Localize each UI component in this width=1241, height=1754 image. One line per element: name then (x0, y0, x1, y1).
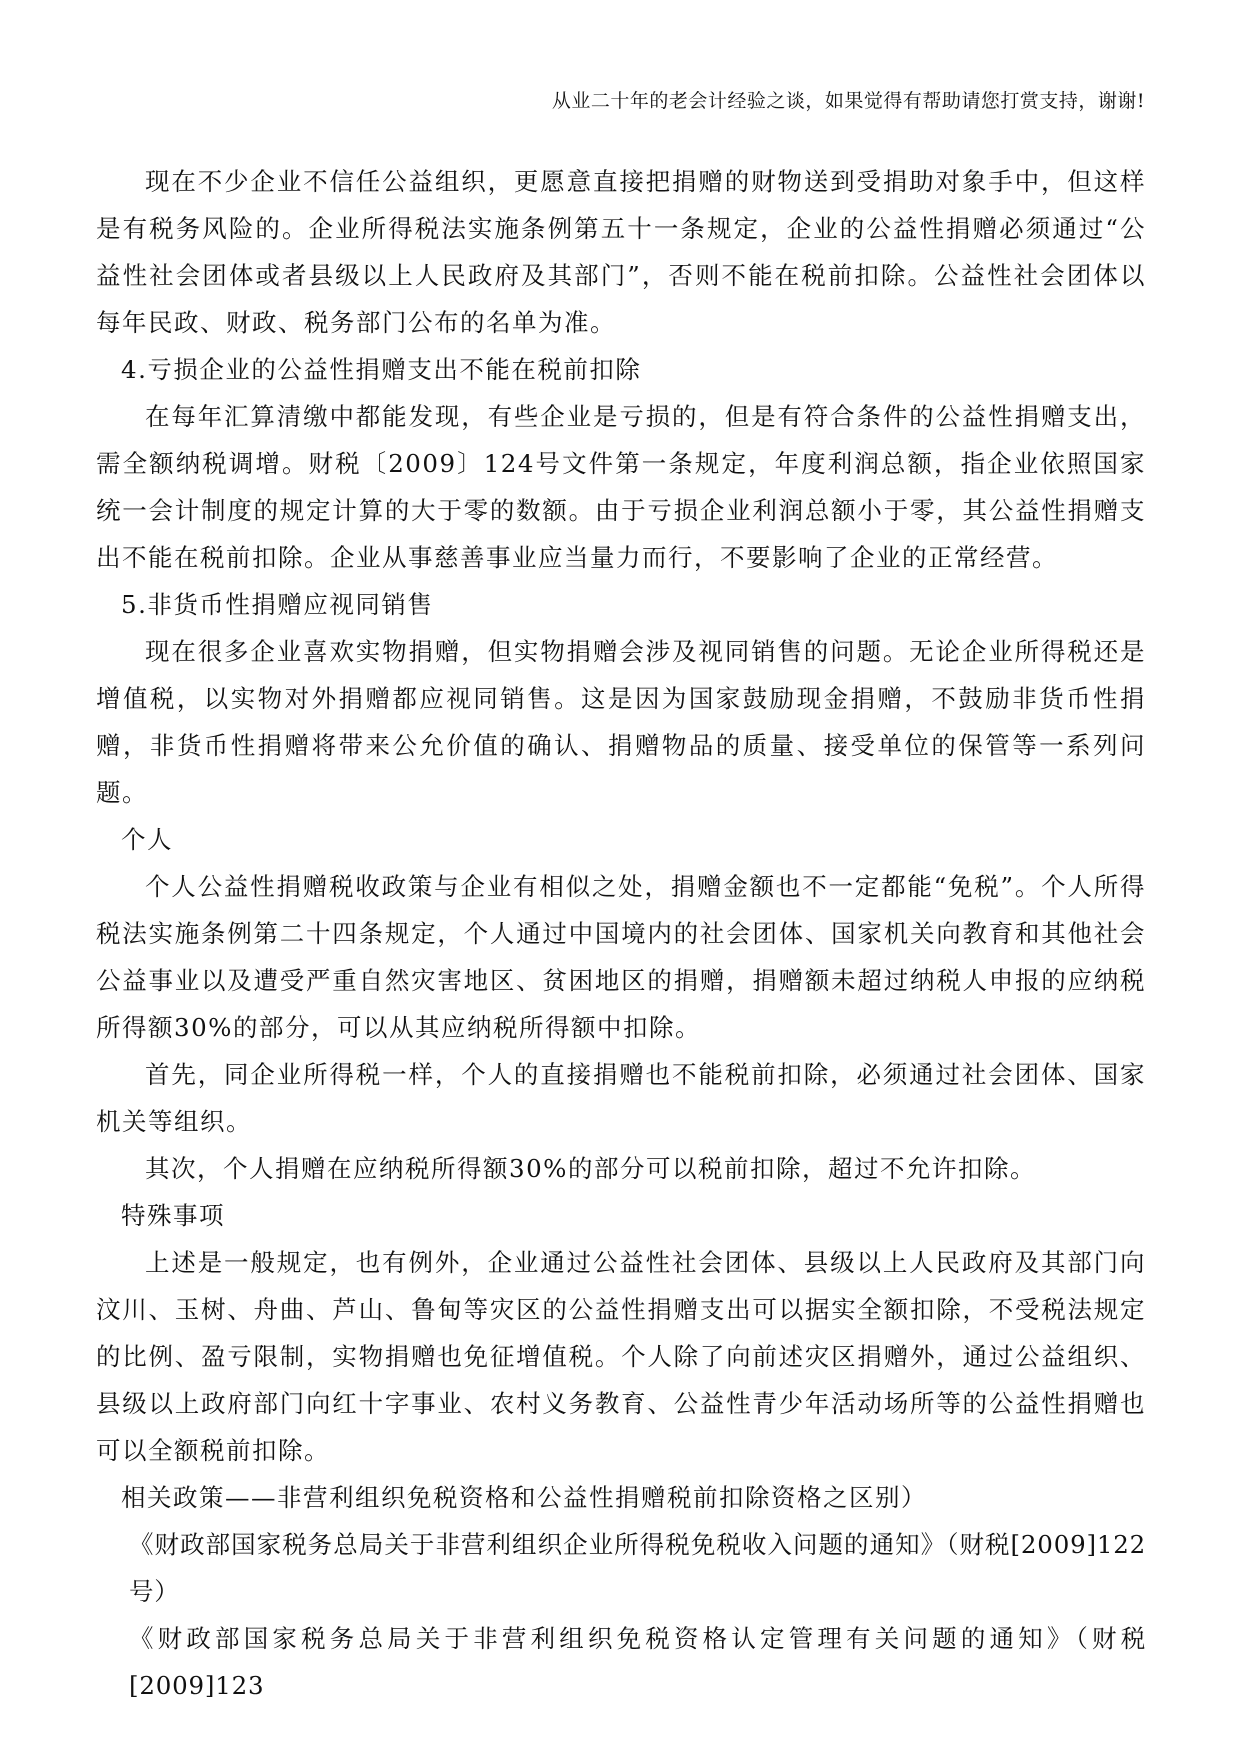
section-heading-special: 特殊事项 (121, 1201, 225, 1230)
paragraph-individual-policy: 个人公益性捐赠税收政策与企业有相似之处，捐赠金额也不一定都能“免税”。个人所得税法实施条例第二十四条规定，个人通过中国境内的社会团体、国家机关向教育和其他社会公益事业以及遭受严重自然灾害地区、贫困地区的捐赠，捐赠额未超过纳税人申报的应纳税所得额30%的部分，可以从其应纳税所得额中扣除。 (96, 872, 1146, 1042)
paragraph-public-welfare-org-risk: 现在不少企业不信任公益组织，更愿意直接把捐赠的财物送到受捐助对象手中，但这样是有税务风险的。企业所得税法实施条例第五十一条规定，企业的公益性捐赠必须通过“公益性社会团体或者县级以上人民政府及其部门”，否则不能在税前扣除。公益性社会团体以每年民政、财政、税务部门公布的名单为准。 (96, 167, 1146, 337)
section-heading-loss-enterprise: 4.亏损企业的公益性捐赠支出不能在税前扣除 (121, 355, 642, 384)
citation-notice-122: 《财政部国家税务总局关于非营利组织企业所得税免税收入问题的通知》（财税[2009]122号） (129, 1530, 1146, 1606)
header-note: 从业二十年的老会计经验之谈，如果觉得有帮助请您打赏支持，谢谢! (551, 90, 1145, 112)
section-heading-individual: 个人 (121, 825, 173, 854)
paragraph-loss-enterprise: 在每年汇算清缴中都能发现，有些企业是亏损的，但是有符合条件的公益性捐赠支出，需全额纳税调增。财税〔2009〕124号文件第一条规定，年度利润总额，指企业依照国家统一会计制度的规定计算的大于零的数额。由于亏损企业利润总额小于零，其公益性捐赠支出不能在税前扣除。企业从事慈善事业应当量力而行，不要影响了企业的正常经营。 (96, 402, 1146, 572)
paragraph-individual-second: 其次，个人捐赠在应纳税所得额30%的部分可以税前扣除，超过不允许扣除。 (145, 1154, 1036, 1183)
section-heading-related-policy: 相关政策——非营利组织免税资格和公益性捐赠税前扣除资格之区别） (121, 1483, 927, 1512)
paragraph-individual-first: 首先，同企业所得税一样，个人的直接捐赠也不能税前扣除，必须通过社会团体、国家机关等组织。 (96, 1060, 1146, 1136)
paragraph-special-matters: 上述是一般规定，也有例外，企业通过公益性社会团体、县级以上人民政府及其部门向汶川、玉树、舟曲、芦山、鲁甸等灾区的公益性捐赠支出可以据实全额扣除，不受税法规定的比例、盈亏限制，实物捐赠也免征增值税。个人除了向前述灾区捐赠外，通过公益组织、县级以上政府部门向红十字事业、农村义务教育、公益性青少年活动场所等的公益性捐赠也可以全额税前扣除。 (96, 1248, 1146, 1465)
citation-notice-123: 《财政部国家税务总局关于非营利组织免税资格认定管理有关问题的通知》（财税[2009]123 (129, 1624, 1146, 1700)
paragraph-non-monetary: 现在很多企业喜欢实物捐赠，但实物捐赠会涉及视同销售的问题。无论企业所得税还是增值税，以实物对外捐赠都应视同销售。这是因为国家鼓励现金捐赠，不鼓励非货币性捐赠，非货币性捐赠将带来公允价值的确认、捐赠物品的质量、接受单位的保管等一系列问题。 (96, 637, 1146, 807)
document-body (96, 158, 1146, 1709)
section-heading-non-monetary: 5.非货币性捐赠应视同销售 (121, 590, 434, 619)
